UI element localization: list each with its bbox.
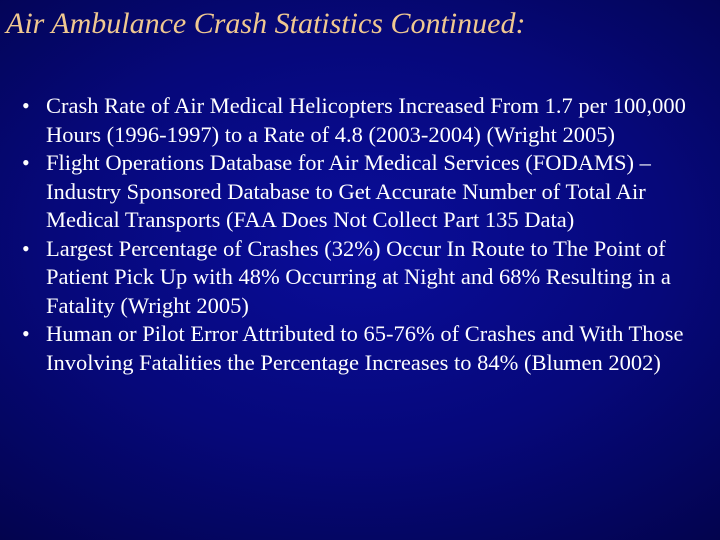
bullet-item-crash-rate	[22, 92, 718, 149]
bullet-icon: •	[22, 235, 30, 261]
bullet-item-pilot-error	[22, 320, 718, 377]
bullet-icon: •	[22, 150, 30, 175]
bullet-icon: •	[22, 93, 30, 118]
bullet-text: Human or Pilot Error Attributed to 65-76% of Crashes and With Those Involving Fatalities the Percentage Increases to 84% (Blumen 2002)	[46, 321, 684, 375]
bullet-text: Crash Rate of Air Medical Helicopters Increased From 1.7 per 100,000 Hours (1996-1997) to a Rate of 4.8 (2003-2004) (Wright 2005)	[46, 93, 686, 147]
bullet-item-crash-percentage	[22, 235, 718, 321]
bullet-icon: •	[22, 321, 30, 346]
bullet-list	[22, 92, 718, 377]
bullet-text: Flight Operations Database for Air Medical Services (FODAMS) – Industry Sponsored Database to Get Accurate Number of Total Air Medical Transports (FAA Does Not Collect Part 135 Data)	[46, 150, 651, 232]
bullet-text: Largest Percentage of Crashes (32%) Occur In Route to The Point of Patient Pick Up with 48% Occurring at Night and 68% Resulting in a Fatality (Wright 2005)	[46, 235, 671, 318]
slide-title: Air Ambulance Crash Statistics Continued:	[6, 7, 526, 40]
bullet-item-fodams	[22, 149, 718, 235]
